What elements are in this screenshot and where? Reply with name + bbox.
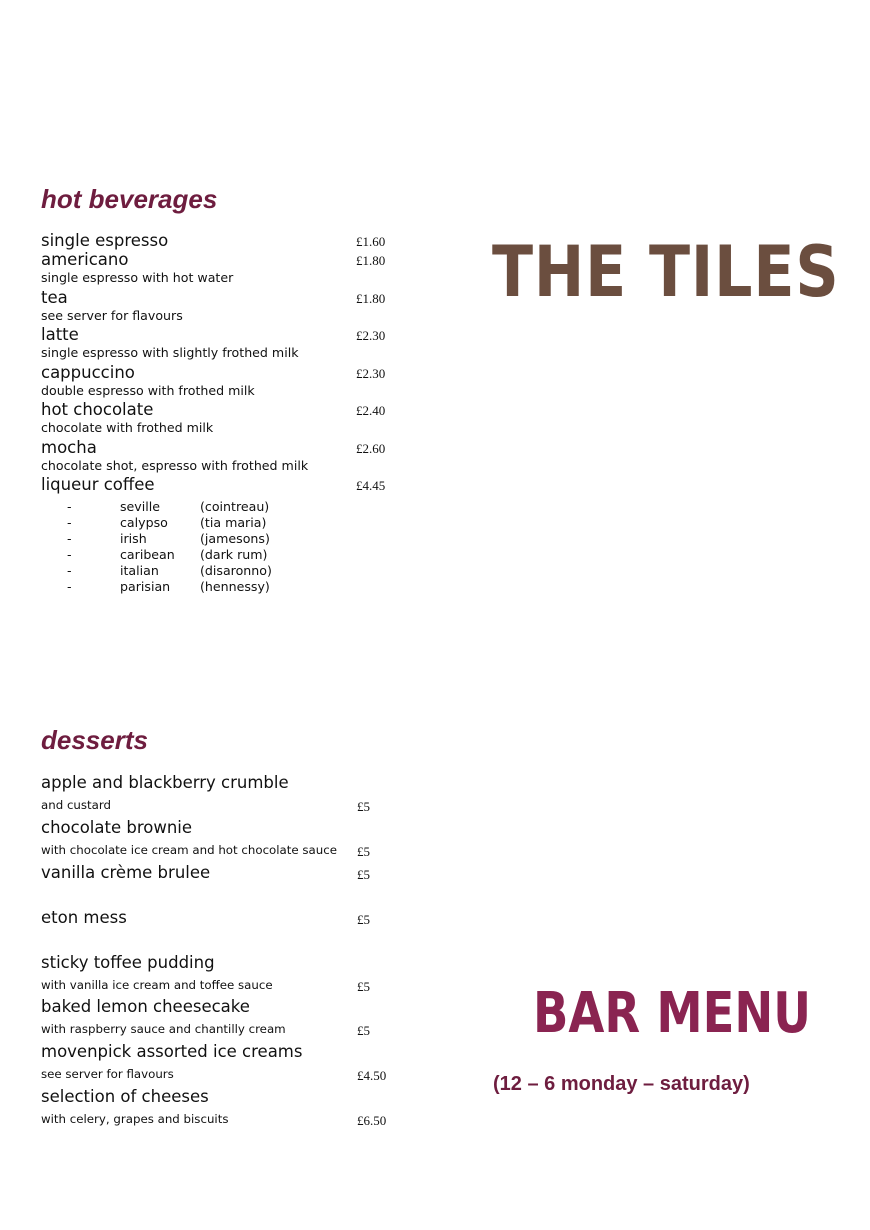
option-name: caribean [120, 547, 175, 563]
menu-item [41, 231, 401, 250]
menu-item [41, 907, 411, 952]
liqueur-options-list [67, 499, 327, 596]
liqueur-option [67, 547, 327, 563]
item-description: and custard [41, 798, 112, 812]
item-description: single espresso with slightly frothed milk [41, 345, 299, 360]
item-description: single espresso with hot water [41, 270, 234, 285]
option-dash: - [67, 499, 72, 514]
option-name: italian [120, 563, 159, 579]
item-name: selection of cheeses [41, 1087, 209, 1107]
item-name: mocha [41, 437, 97, 457]
item-name: liqueur coffee [41, 475, 155, 494]
menu-item [41, 400, 401, 438]
item-name: eton mess [41, 907, 127, 927]
item-name: latte [41, 325, 79, 344]
item-name: vanilla crème brulee [41, 862, 211, 882]
item-description: see server for flavours [41, 1067, 174, 1082]
menu-item [41, 862, 411, 907]
option-spirit: (disaronno) [200, 563, 272, 579]
menu-item [41, 325, 401, 363]
the-tiles-logo: THE TILES [492, 231, 840, 313]
menu-item [41, 952, 411, 997]
item-price: £2.30 [356, 328, 386, 343]
item-description: with celery, grapes and biscuits [41, 1112, 229, 1127]
option-name: irish [120, 531, 147, 547]
liqueur-option [67, 515, 327, 531]
option-dash: - [67, 547, 72, 563]
option-dash: - [67, 579, 72, 595]
item-price: £5 [357, 978, 370, 994]
menu-item [41, 772, 411, 817]
item-name: tea [41, 287, 68, 307]
item-price: £5 [357, 866, 370, 882]
item-name: baked lemon cheesecake [41, 997, 250, 1017]
item-price: £5 [357, 843, 370, 859]
menu-item [41, 438, 401, 476]
item-price: £2.60 [356, 440, 386, 456]
item-price: £2.30 [356, 365, 386, 381]
item-name: cappuccino [41, 362, 135, 382]
item-description: double espresso with frothed milk [41, 382, 255, 398]
menu-item [41, 1086, 411, 1131]
item-description: chocolate with frothed milk [41, 420, 214, 435]
option-spirit: (tia maria) [200, 515, 267, 531]
bar-menu-title: BAR MENU [533, 981, 812, 1046]
item-name: americano [41, 250, 129, 269]
menu-item [41, 363, 401, 401]
menu-item [41, 817, 411, 862]
option-name: seville [120, 499, 161, 514]
item-description: chocolate shot, espresso with frothed milk [41, 457, 309, 473]
desserts-list [41, 772, 411, 1131]
item-name: sticky toffee pudding [41, 952, 215, 972]
item-price: £5 [357, 911, 370, 927]
liqueur-option [67, 563, 327, 579]
item-price: £6.50 [357, 1113, 387, 1129]
item-price: £1.60 [356, 234, 386, 249]
hot-beverages-heading: hot beverages [41, 184, 218, 214]
item-description: with vanilla ice cream and toffee sauce [41, 977, 273, 992]
menu-item [41, 475, 401, 494]
option-dash: - [67, 563, 72, 579]
option-spirit: (dark rum) [200, 547, 268, 563]
option-spirit: (hennessy) [200, 579, 270, 595]
item-price: £2.40 [356, 403, 386, 418]
option-dash: - [67, 531, 72, 547]
option-spirit: (jamesons) [200, 531, 270, 547]
item-name: movenpick assorted ice creams [41, 1042, 303, 1062]
hot-beverages-list [41, 231, 401, 494]
item-name: single espresso [41, 231, 169, 250]
item-price: £5 [357, 1023, 370, 1039]
desserts-heading: desserts [41, 725, 148, 755]
option-spirit: (cointreau) [200, 499, 270, 514]
item-price: £4.45 [356, 478, 386, 493]
item-price: £4.50 [357, 1068, 387, 1084]
option-name: parisian [120, 579, 171, 595]
menu-item [41, 1041, 411, 1086]
item-description: with raspberry sauce and chantilly cream [41, 1022, 286, 1037]
liqueur-option [67, 499, 327, 515]
opening-hours: (12 – 6 monday – saturday) [493, 1073, 750, 1095]
item-description: with chocolate ice cream and hot chocolate sauce [41, 842, 338, 857]
menu-item [41, 996, 411, 1041]
liqueur-option [67, 531, 327, 547]
menu-item [41, 250, 401, 288]
menu-item [41, 288, 401, 326]
item-name: apple and blackberry crumble [41, 773, 289, 792]
option-name: calypso [120, 515, 168, 531]
item-name: hot chocolate [41, 400, 154, 419]
item-name: chocolate brownie [41, 817, 193, 837]
item-description: see server for flavours [41, 307, 183, 323]
option-dash: - [67, 515, 72, 531]
item-price: £1.80 [356, 253, 386, 268]
liqueur-option [67, 579, 327, 595]
item-price: £5 [357, 799, 370, 814]
item-price: £1.80 [356, 290, 386, 306]
